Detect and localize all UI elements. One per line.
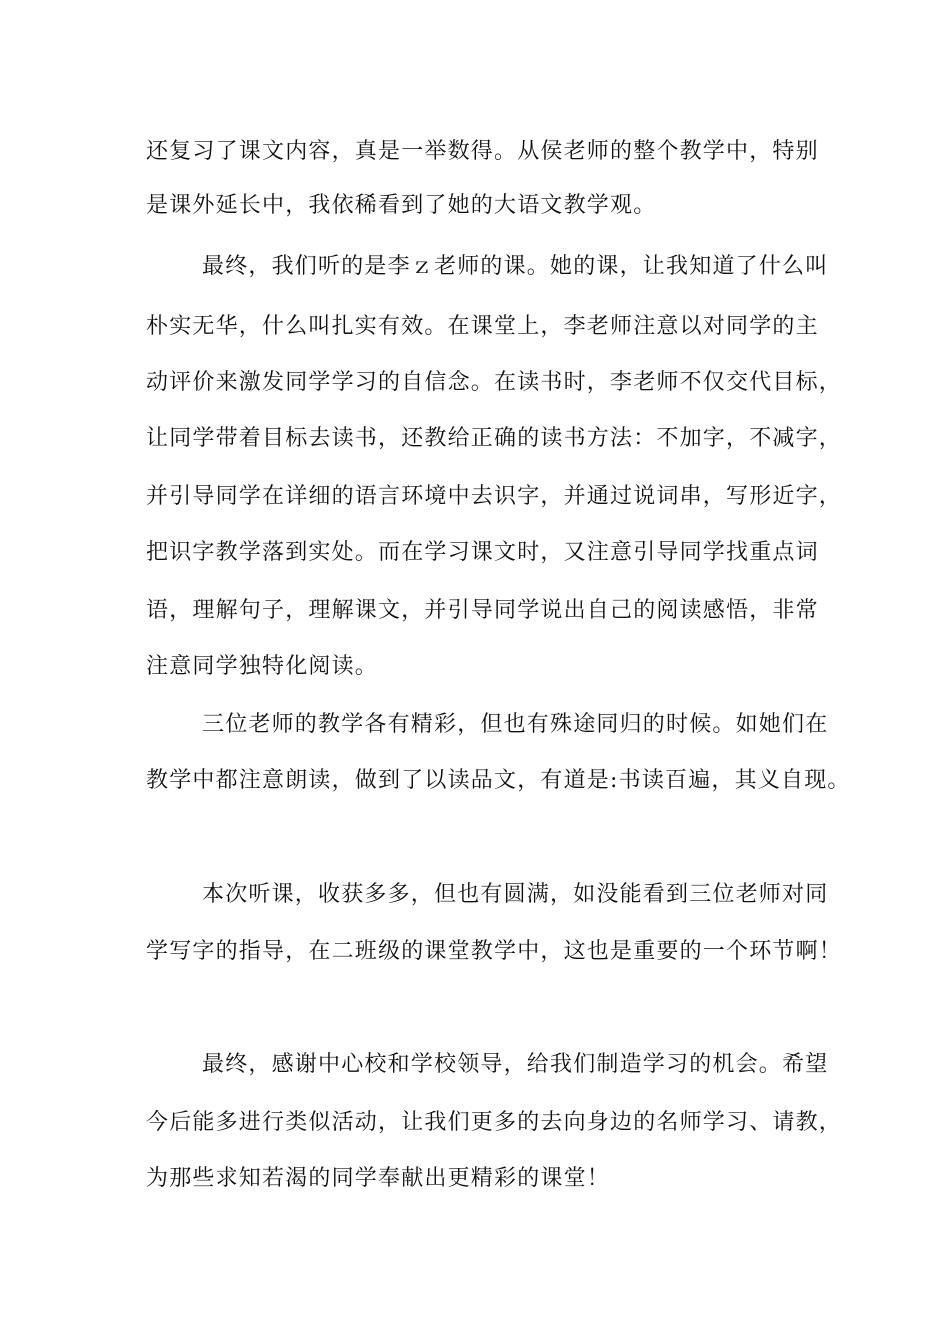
paragraph-4-line-1: 本次听课，收获多多，但也有圆满，如没能看到三位老师对同 <box>202 882 829 907</box>
paragraph-2-line-8: 注意同学独特化阅读。 <box>146 654 379 679</box>
paragraph-1-line-1: 还复习了课文内容，真是一举数得。从侯老师的整个教学中，特别 <box>146 139 819 164</box>
paragraph-2-line-6: 把识字教学落到实处。而在学习课文时，又注意引导同学找重点词 <box>146 540 819 565</box>
paragraph-3-line-2: 教学中都注意朗读，做到了以读品文，有道是:书读百遍，其义自现。 <box>146 768 851 793</box>
paragraph-2-line-4: 让同学带着目标去读书，还教给正确的读书方法：不加字，不减字， <box>146 426 843 451</box>
paragraph-5-line-2: 今后能多进行类似活动，让我们更多的去向身边的名师学习、请教， <box>146 1110 843 1135</box>
paragraph-5-line-1: 最终，感谢中心校和学校领导，给我们制造学习的机会。希望 <box>202 1052 829 1077</box>
paragraph-2-line-3: 动评价来激发同学学习的自信念。在读书时，李老师不仅交代目标， <box>146 370 843 395</box>
paragraph-1-line-2: 是课外延长中，我依稀看到了她的大语文教学观。 <box>146 193 657 218</box>
paragraph-2-line-1: 最终，我们听的是李ｚ老师的课。她的课，让我知道了什么叫 <box>202 254 829 279</box>
paragraph-2-line-5: 并引导同学在详细的语言环境中去识字，并通过说词串，写形近字， <box>146 484 843 509</box>
paragraph-5-line-3: 为那些求知若渴的同学奉献出更精彩的课堂！ <box>146 1166 611 1191</box>
paragraph-4-line-2: 学写字的指导，在二班级的课堂教学中，这也是重要的一个环节啊！ <box>146 939 843 964</box>
paragraph-2-line-2: 朴实无华，什么叫扎实有效。在课堂上，李老师注意以对同学的主 <box>146 314 819 339</box>
paragraph-2-line-7: 语，理解句子，理解课文，并引导同学说出自己的阅读感悟，非常 <box>146 598 819 623</box>
paragraph-3-line-1: 三位老师的教学各有精彩，但也有殊途同归的时候。如她们在 <box>202 712 829 737</box>
